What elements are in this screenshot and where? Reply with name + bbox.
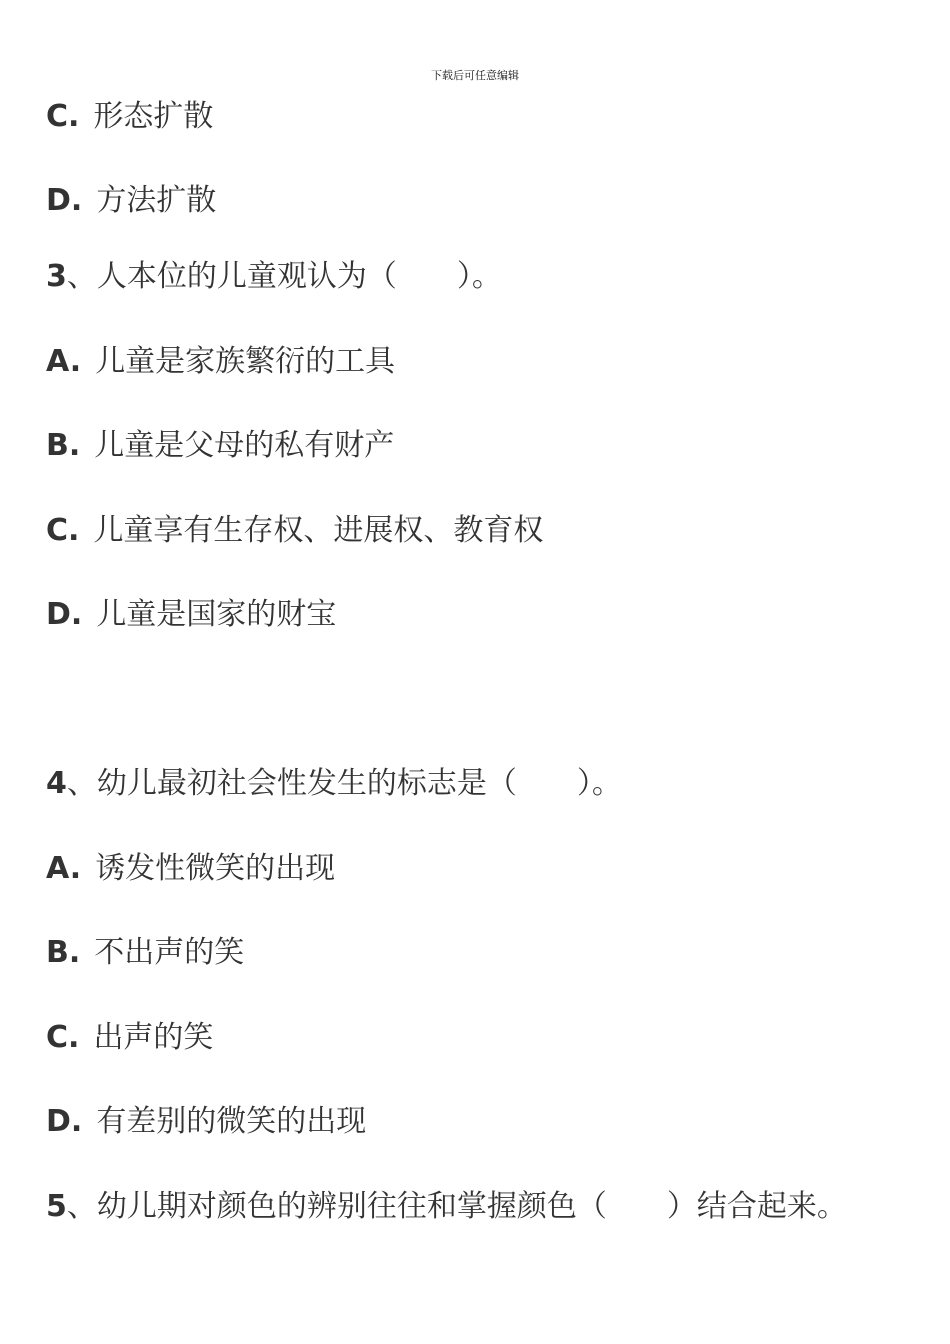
option-label: C: [46, 99, 69, 134]
question-number: 5: [46, 1189, 67, 1224]
q3-option-a: [46, 342, 395, 382]
question-separator: 、: [66, 259, 97, 294]
option-label: D: [46, 183, 71, 218]
option-text: 形态扩散: [93, 99, 214, 134]
option-label: B: [46, 935, 69, 970]
option-text: 有差别的微笑的出现: [96, 1104, 367, 1139]
q4-option-b: [46, 933, 244, 973]
option-label: A: [46, 344, 70, 379]
option-separator: .: [68, 513, 80, 548]
option-text: 儿童是父母的私有财产: [94, 428, 395, 463]
option-separator: .: [68, 935, 81, 970]
option-label: D: [46, 1104, 71, 1139]
option-separator: .: [68, 99, 80, 134]
question-number: 3: [46, 259, 67, 294]
option-separator: .: [68, 1020, 80, 1055]
question-3: [46, 257, 502, 297]
question-5: [46, 1187, 847, 1227]
option-text: 诱发性微笑的出现: [95, 851, 336, 886]
option-text: 儿童享有生存权、进展权、教育权: [93, 513, 544, 548]
question-number: 4: [46, 766, 67, 801]
option-label: B: [46, 428, 69, 463]
q4-option-c: [46, 1018, 213, 1058]
option-label: D: [46, 597, 71, 632]
question-separator: 、: [66, 766, 97, 801]
question-4: [46, 764, 622, 804]
option-separator: .: [69, 344, 82, 379]
q3-option-d: [46, 595, 336, 635]
q3-option-b: [46, 426, 394, 466]
option-text: 儿童是国家的财宝: [96, 597, 337, 632]
q4-option-d: [46, 1102, 366, 1142]
option-separator: .: [70, 1104, 83, 1139]
option-separator: .: [69, 851, 82, 886]
option-separator: .: [70, 183, 83, 218]
option-separator: .: [68, 428, 81, 463]
option-text: 不出声的笑: [94, 935, 245, 970]
question-text: 幼儿最初社会性发生的标志是（ ）。: [96, 766, 622, 801]
option-text: 出声的笑: [93, 1020, 214, 1055]
q4-option-a: [46, 849, 335, 889]
option-c-line-1: [46, 97, 213, 137]
option-d-line-1: [46, 181, 216, 221]
question-text: 幼儿期对颜色的辨别往往和掌握颜色（ ）结合起来。: [96, 1189, 847, 1224]
option-label: C: [46, 1020, 69, 1055]
option-text: 儿童是家族繁衍的工具: [95, 344, 396, 379]
option-label: C: [46, 513, 69, 548]
option-separator: .: [70, 597, 83, 632]
header-note: 下载后可任意编辑: [431, 69, 519, 82]
q3-option-c: [46, 511, 543, 551]
question-separator: 、: [66, 1189, 97, 1224]
option-label: A: [46, 851, 70, 886]
question-text: 人本位的儿童观认为（ ）。: [96, 259, 502, 294]
option-text: 方法扩散: [96, 183, 217, 218]
